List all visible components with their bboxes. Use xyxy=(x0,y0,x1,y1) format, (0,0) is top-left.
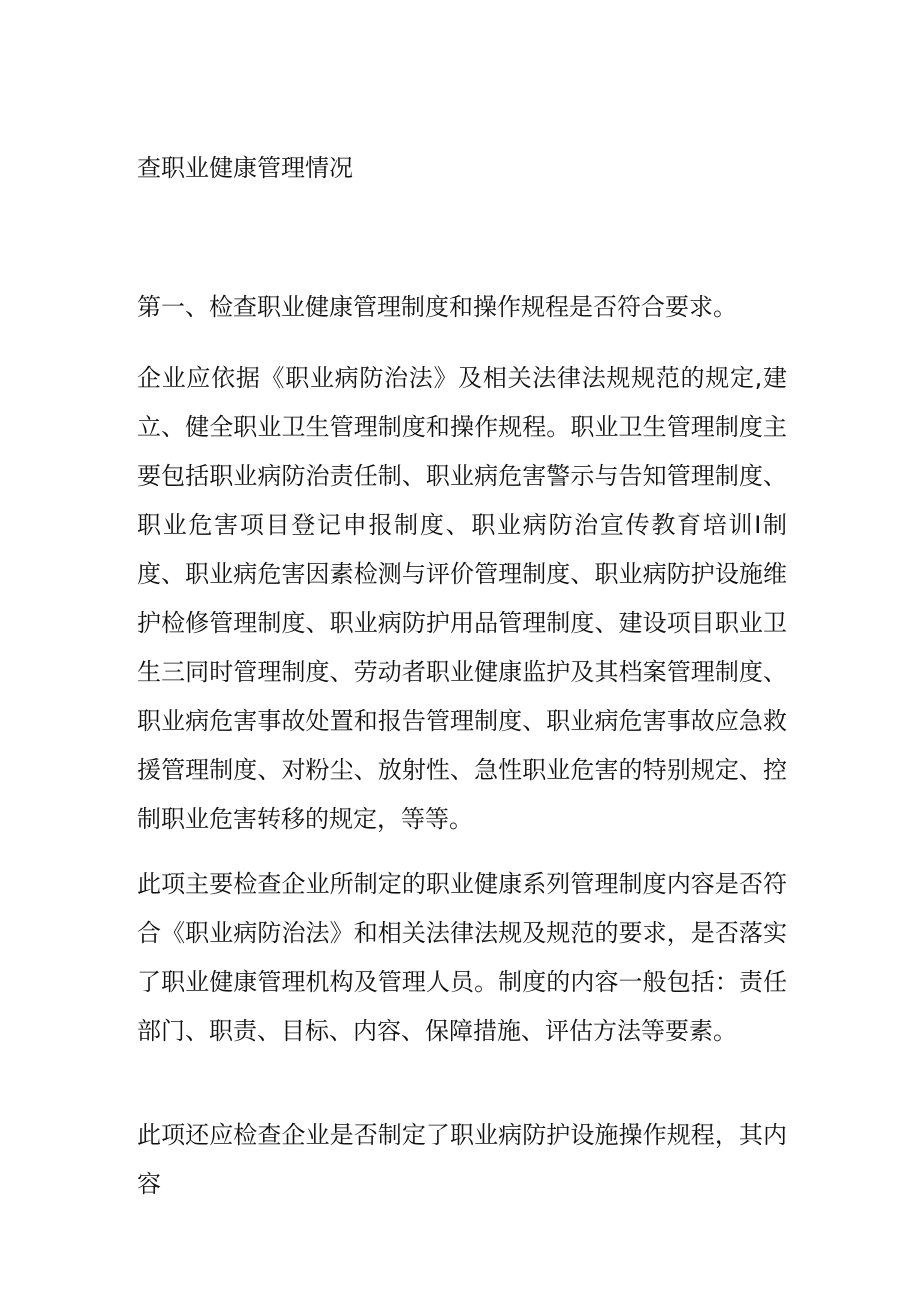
paragraph-operating-procedures: 此项还应检查企业是否制定了职业病防护设施操作规程，其内容 xyxy=(137,1121,787,1198)
paragraph-section-heading: 第一、检查职业健康管理制度和操作规程是否符合要求。 xyxy=(137,293,737,321)
paragraph-management-system: 企业应依据《职业病防治法》及相关法律法规规范的规定,建立、健全职业卫生管理制度和操作规程。职业卫生管理制度主要包括职业病防治责任制、职业病危害警示与告知管理制度、职业危害项目登记申报制度、职业病防治宣传教育培训I制度、职业病危害因素检测与评价管理制度、职业病防护设施维护检修管理制度、职业病防护用品管理制度、建设项目职业卫生三同时管理制度、劳动者职业健康监护及其档案管理制度、职业病危害事故处置和报告管理制度、职业病危害事故应急救援管理制度、对粉尘、放射性、急性职业危害的特别规定、控制职业危害转移的规定，等等。 xyxy=(137,364,787,833)
document-title: 查职业健康管理情况 xyxy=(137,154,353,182)
paragraph-inspection-content: 此项主要检查企业所制定的职业健康系列管理制度内容是否符合《职业病防治法》和相关法律法规及规范的要求，是否落实了职业健康管理机构及管理人员。制度的内容一般包括：责任部门、职责、目标、内容、保障措施、评估方法等要素。 xyxy=(137,870,787,1045)
